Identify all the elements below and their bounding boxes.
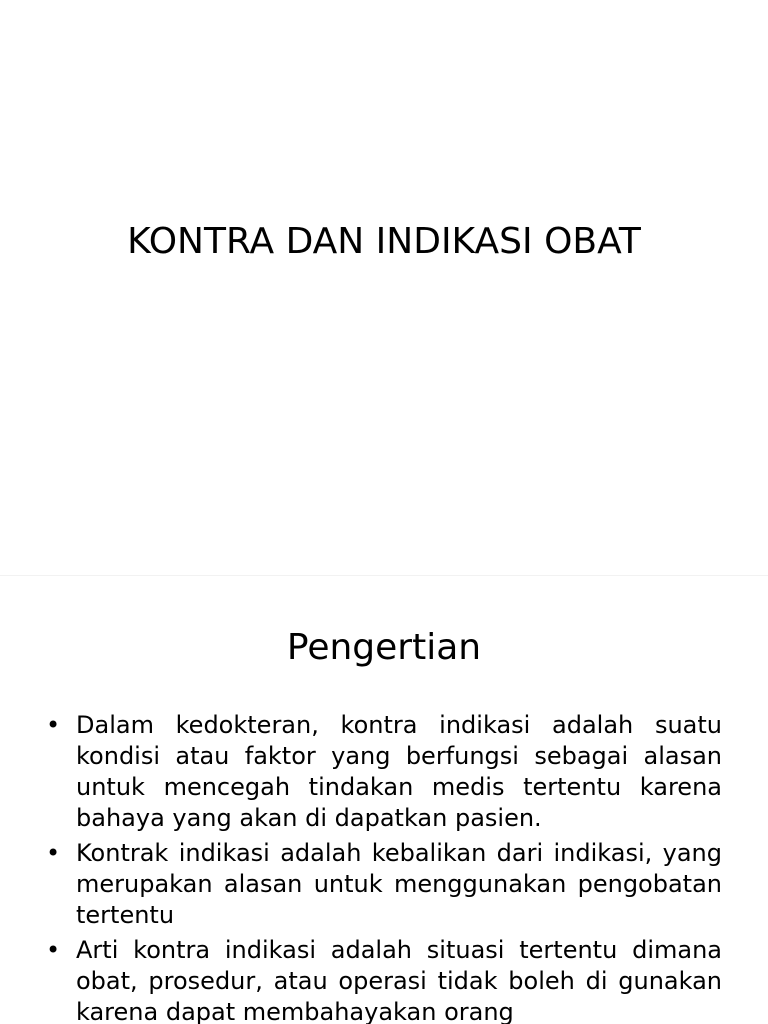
bullet-item bbox=[46, 838, 722, 931]
bullet-text: Arti kontra indikasi adalah situasi tertentu dimana obat, prosedur, atau operasi tidak boleh di gunakan karena dapat membahayakan orang bbox=[76, 936, 722, 1024]
content-slide bbox=[0, 576, 768, 1024]
slide-title: KONTRA DAN INDIKASI OBAT bbox=[127, 221, 641, 262]
section-title: Pengertian bbox=[286, 627, 482, 668]
bullet-icon: • bbox=[46, 711, 61, 739]
bullet-icon: • bbox=[46, 839, 61, 867]
bullet-list bbox=[46, 710, 722, 1024]
bullet-text: Dalam kedokteran, kontra indikasi adalah suatu kondisi atau faktor yang berfungsi sebagai alasan untuk mencegah tindakan medis tertentu karena bahaya yang akan di dapatkan pasien. bbox=[76, 711, 722, 832]
bullet-item bbox=[46, 710, 722, 834]
bullet-icon: • bbox=[46, 936, 61, 964]
bullet-item bbox=[46, 935, 722, 1024]
bullet-text: Kontrak indikasi adalah kebalikan dari indikasi, yang merupakan alasan untuk menggunakan pengobatan tertentu bbox=[76, 839, 722, 929]
